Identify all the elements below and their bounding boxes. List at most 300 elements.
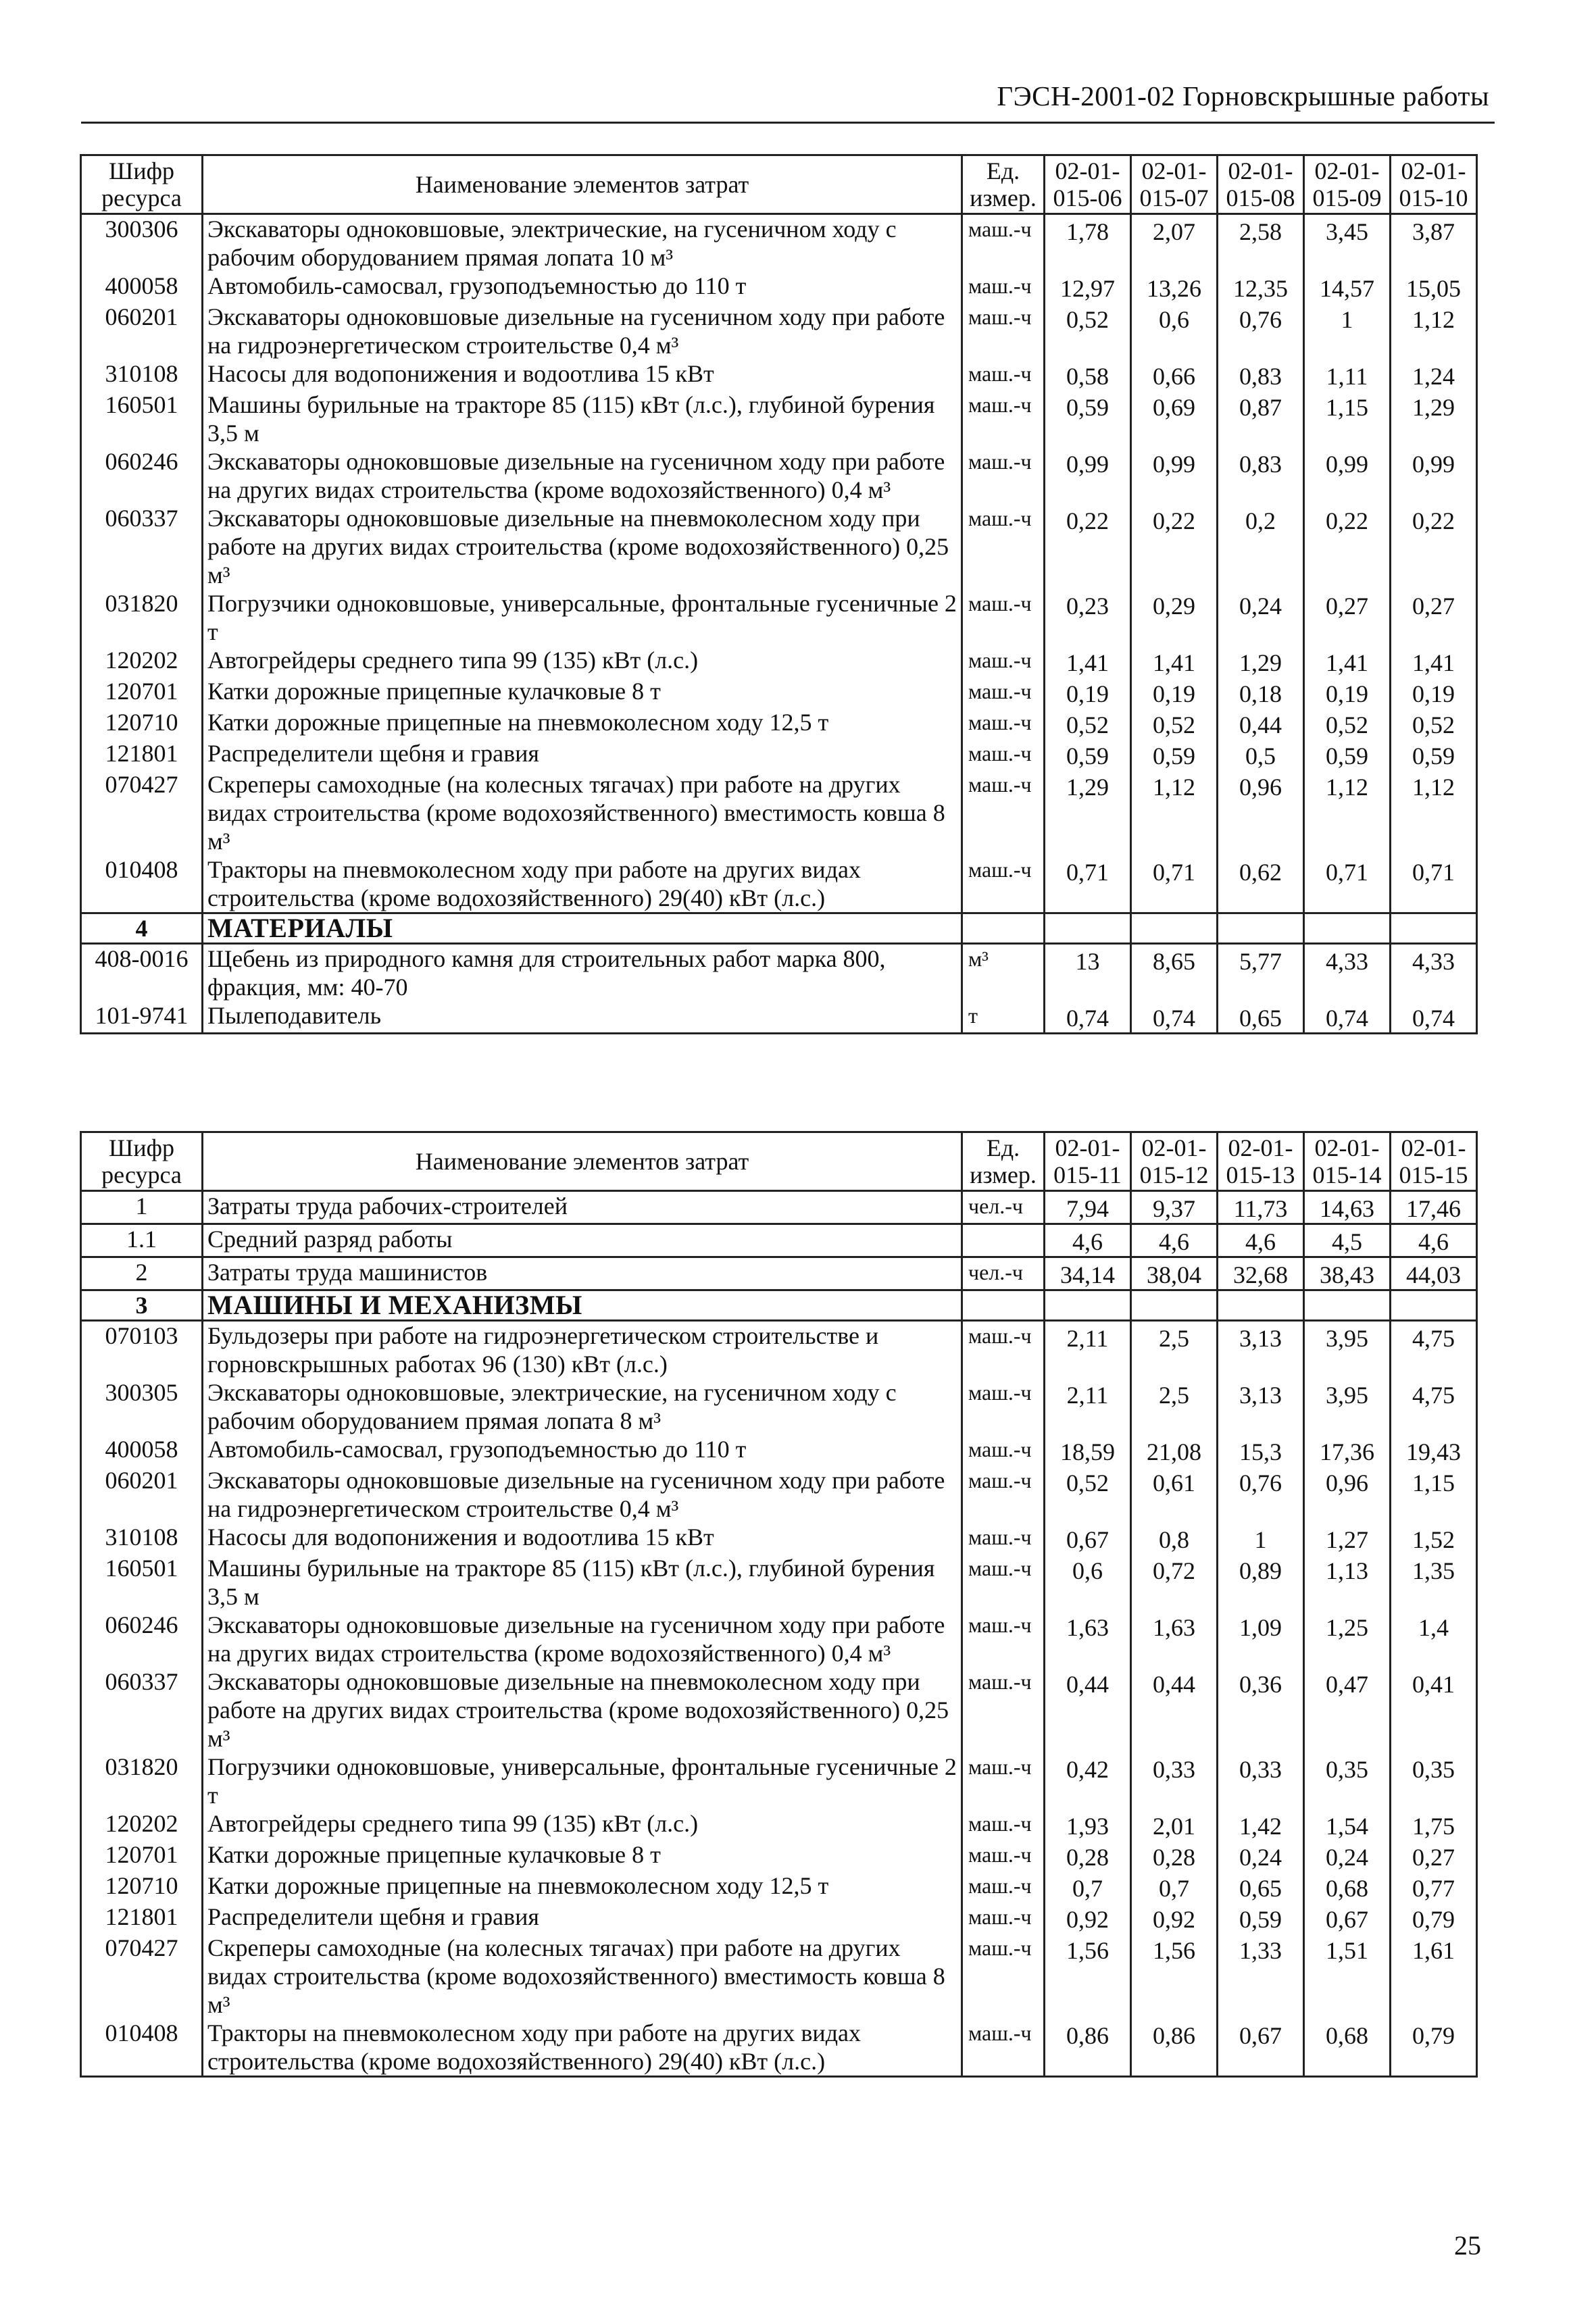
norm-value: 1,29 xyxy=(1391,391,1477,447)
element-name: Автомобиль-самосвал, грузоподъемностью до 110 т xyxy=(203,1435,962,1466)
norm-value: 13,26 xyxy=(1131,272,1218,303)
table-row xyxy=(81,739,1477,770)
norm-value: 7,94 xyxy=(1045,1191,1131,1224)
norm-value: 15,05 xyxy=(1391,272,1477,303)
table-row xyxy=(81,447,1477,504)
norm-value xyxy=(1304,1290,1391,1321)
header-col: 02-01-015-14 xyxy=(1304,1132,1391,1191)
element-name: Распределители щебня и гравия xyxy=(203,1903,962,1934)
norm-value: 0,66 xyxy=(1131,359,1218,391)
table-row xyxy=(81,2019,1477,2077)
norm-value: 2,11 xyxy=(1045,1378,1131,1435)
norm-value: 0,24 xyxy=(1218,1840,1304,1871)
norm-value: 0,67 xyxy=(1304,1903,1391,1934)
norm-value: 0,44 xyxy=(1131,1667,1218,1753)
unit-of-measure: маш.-ч xyxy=(962,1435,1045,1466)
norm-value xyxy=(1131,913,1218,944)
norm-value: 0,35 xyxy=(1391,1753,1477,1809)
table-body xyxy=(81,214,1477,1034)
norm-value: 0,68 xyxy=(1304,1871,1391,1903)
norm-value: 3,13 xyxy=(1218,1321,1304,1379)
resource-code: 2 xyxy=(81,1257,203,1290)
section-row xyxy=(81,913,1477,944)
norm-value: 38,43 xyxy=(1304,1257,1391,1290)
norm-value: 1,63 xyxy=(1131,1611,1218,1667)
norm-value: 0,74 xyxy=(1391,1001,1477,1034)
table-row xyxy=(81,855,1477,913)
norm-value: 0,6 xyxy=(1045,1554,1131,1611)
table-row xyxy=(81,1523,1477,1554)
table-row xyxy=(81,1257,1477,1290)
resource-code: 070427 xyxy=(81,1934,203,2019)
norm-value: 0,59 xyxy=(1304,739,1391,770)
table-row xyxy=(81,1667,1477,1753)
norm-value: 13 xyxy=(1045,944,1131,1002)
header-col: 02-01-015-12 xyxy=(1131,1132,1218,1191)
norm-value: 1,51 xyxy=(1304,1934,1391,2019)
resource-code: 121801 xyxy=(81,1903,203,1934)
norm-value: 0,69 xyxy=(1131,391,1218,447)
norm-value xyxy=(1131,1290,1218,1321)
element-name: Тракторы на пневмоколесном ходу при работе на других видах строительства (кроме водохозяйственного) 29(40) кВт (л.с.) xyxy=(203,2019,962,2077)
unit-of-measure: маш.-ч xyxy=(962,1753,1045,1809)
unit-of-measure: маш.-ч xyxy=(962,447,1045,504)
table-row xyxy=(81,303,1477,359)
norm-value: 0,76 xyxy=(1218,1466,1304,1523)
norm-value: 1,54 xyxy=(1304,1809,1391,1840)
table-row xyxy=(81,1466,1477,1523)
norm-value: 0,99 xyxy=(1391,447,1477,504)
element-name: Экскаваторы одноковшовые дизельные на гусеничном ходу при работе на гидроэнергетическом строительстве 0,4 м³ xyxy=(203,303,962,359)
header-name: Наименование элементов затрат xyxy=(203,1132,962,1191)
unit-of-measure xyxy=(962,1224,1045,1257)
unit-of-measure: чел.-ч xyxy=(962,1191,1045,1224)
norm-value: 0,27 xyxy=(1391,1840,1477,1871)
norm-value: 0,18 xyxy=(1218,677,1304,708)
norm-value: 3,45 xyxy=(1304,214,1391,272)
resource-code: 120701 xyxy=(81,677,203,708)
element-name: Катки дорожные прицепные на пневмоколесном ходу 12,5 т xyxy=(203,708,962,739)
resource-code: 400058 xyxy=(81,272,203,303)
norm-value: 0,99 xyxy=(1045,447,1131,504)
norm-value: 19,43 xyxy=(1391,1435,1477,1466)
norm-value xyxy=(1045,913,1131,944)
norm-value: 17,46 xyxy=(1391,1191,1477,1224)
norm-value: 5,77 xyxy=(1218,944,1304,1002)
element-name: Тракторы на пневмоколесном ходу при работе на других видах строительства (кроме водохозяйственного) 29(40) кВт (л.с.) xyxy=(203,855,962,913)
norm-value: 0,86 xyxy=(1131,2019,1218,2077)
element-name: Затраты труда машинистов xyxy=(203,1257,962,1290)
norm-value: 0,41 xyxy=(1391,1667,1477,1753)
norm-value: 0,58 xyxy=(1045,359,1131,391)
norm-value: 12,97 xyxy=(1045,272,1131,303)
table-row xyxy=(81,677,1477,708)
unit-of-measure: маш.-ч xyxy=(962,646,1045,677)
norm-value: 1,09 xyxy=(1218,1611,1304,1667)
element-name: Автогрейдеры среднего типа 99 (135) кВт (л.с.) xyxy=(203,646,962,677)
norm-value: 3,87 xyxy=(1391,214,1477,272)
norm-value: 1,12 xyxy=(1131,770,1218,855)
resource-code: 101-9741 xyxy=(81,1001,203,1034)
element-name: Распределители щебня и гравия xyxy=(203,739,962,770)
unit-of-measure: маш.-ч xyxy=(962,359,1045,391)
unit-of-measure xyxy=(962,913,1045,944)
norm-value: 2,5 xyxy=(1131,1321,1218,1379)
norm-value: 1,29 xyxy=(1218,646,1304,677)
resource-code: 4 xyxy=(81,913,203,944)
norm-value: 0,96 xyxy=(1304,1466,1391,1523)
norm-value: 0,74 xyxy=(1304,1001,1391,1034)
table-body xyxy=(81,1191,1477,2077)
norm-value: 0,52 xyxy=(1304,708,1391,739)
norm-value: 2,01 xyxy=(1131,1809,1218,1840)
element-name: Экскаваторы одноковшовые дизельные на пневмоколесном ходу при работе на других видах строительства (кроме водохозяйственного) 0,25 м³ xyxy=(203,1667,962,1753)
norm-value: 0,59 xyxy=(1045,391,1131,447)
table-row xyxy=(81,708,1477,739)
norm-value: 32,68 xyxy=(1218,1257,1304,1290)
header-col: 02-01-015-11 xyxy=(1045,1132,1131,1191)
table-row xyxy=(81,1001,1477,1034)
norm-value: 0,27 xyxy=(1304,589,1391,646)
unit-of-measure: маш.-ч xyxy=(962,504,1045,589)
norm-value: 0,71 xyxy=(1304,855,1391,913)
norm-value: 1,27 xyxy=(1304,1523,1391,1554)
unit-of-measure: маш.-ч xyxy=(962,1903,1045,1934)
header-unit: Ед. измер. xyxy=(962,1132,1045,1191)
norm-value: 1,15 xyxy=(1304,391,1391,447)
element-name: Средний разряд работы xyxy=(203,1224,962,1257)
element-name: Насосы для водопонижения и водоотлива 15 кВт xyxy=(203,1523,962,1554)
norm-value: 0,83 xyxy=(1218,359,1304,391)
norm-value: 1 xyxy=(1218,1523,1304,1554)
unit-of-measure: маш.-ч xyxy=(962,391,1045,447)
norm-value: 4,33 xyxy=(1304,944,1391,1002)
header-col: 02-01-015-09 xyxy=(1304,155,1391,214)
norm-value: 8,65 xyxy=(1131,944,1218,1002)
header-col: 02-01-015-10 xyxy=(1391,155,1477,214)
norm-value: 44,03 xyxy=(1391,1257,1477,1290)
unit-of-measure: маш.-ч xyxy=(962,677,1045,708)
norm-value: 1,25 xyxy=(1304,1611,1391,1667)
norm-value: 0,6 xyxy=(1131,303,1218,359)
table-row xyxy=(81,504,1477,589)
norm-value: 0,33 xyxy=(1218,1753,1304,1809)
element-name: Автомобиль-самосвал, грузоподъемностью до 110 т xyxy=(203,272,962,303)
table-row xyxy=(81,1224,1477,1257)
norm-value: 12,35 xyxy=(1218,272,1304,303)
table-row xyxy=(81,1554,1477,1611)
element-name: Катки дорожные прицепные кулачковые 8 т xyxy=(203,677,962,708)
unit-of-measure: т xyxy=(962,1001,1045,1034)
norm-value: 0,74 xyxy=(1045,1001,1131,1034)
norm-value: 1,33 xyxy=(1218,1934,1304,2019)
table-row xyxy=(81,214,1477,272)
resource-table-2 xyxy=(80,1131,1478,2078)
norm-value: 1,56 xyxy=(1045,1934,1131,2019)
header-name: Наименование элементов затрат xyxy=(203,155,962,214)
unit-of-measure: маш.-ч xyxy=(962,1840,1045,1871)
norm-value: 0,8 xyxy=(1131,1523,1218,1554)
norm-value: 1,41 xyxy=(1131,646,1218,677)
norm-value: 0,71 xyxy=(1131,855,1218,913)
table-header-row xyxy=(81,1132,1477,1191)
resource-code: 070103 xyxy=(81,1321,203,1379)
norm-value xyxy=(1045,1290,1131,1321)
table-row xyxy=(81,1378,1477,1435)
norm-value: 0,71 xyxy=(1391,855,1477,913)
norm-value: 0,52 xyxy=(1391,708,1477,739)
resource-code: 010408 xyxy=(81,2019,203,2077)
norm-value: 1,35 xyxy=(1391,1554,1477,1611)
header-code: Шифр ресурса xyxy=(81,1132,203,1191)
norm-value: 0,52 xyxy=(1045,303,1131,359)
norm-value: 1,52 xyxy=(1391,1523,1477,1554)
norm-value: 0,61 xyxy=(1131,1466,1218,1523)
norm-value: 0,42 xyxy=(1045,1753,1131,1809)
norm-value: 0,86 xyxy=(1045,2019,1131,2077)
norm-value: 4,6 xyxy=(1045,1224,1131,1257)
norm-value xyxy=(1218,1290,1304,1321)
element-name: Экскаваторы одноковшовые дизельные на гусеничном ходу при работе на других видах строительства (кроме водохозяйственного) 0,4 м³ xyxy=(203,1611,962,1667)
unit-of-measure: маш.-ч xyxy=(962,272,1045,303)
norm-value: 0,79 xyxy=(1391,2019,1477,2077)
resource-code: 120202 xyxy=(81,646,203,677)
table-row xyxy=(81,1809,1477,1840)
norm-value: 0,83 xyxy=(1218,447,1304,504)
norm-value: 0,67 xyxy=(1045,1523,1131,1554)
element-name: Экскаваторы одноковшовые, электрические, на гусеничном ходу с рабочим оборудованием прямая лопата 8 м³ xyxy=(203,1378,962,1435)
table-row xyxy=(81,1840,1477,1871)
element-name: Машины бурильные на тракторе 85 (115) кВт (л.с.), глубиной бурения 3,5 м xyxy=(203,391,962,447)
norm-value: 3,13 xyxy=(1218,1378,1304,1435)
norm-value xyxy=(1391,1290,1477,1321)
element-name: Экскаваторы одноковшовые, электрические, на гусеничном ходу с рабочим оборудованием прямая лопата 10 м³ xyxy=(203,214,962,272)
norm-value: 1,4 xyxy=(1391,1611,1477,1667)
unit-of-measure: м³ xyxy=(962,944,1045,1002)
element-name: Бульдозеры при работе на гидроэнергетическом строительстве и горновскрышных работах 96 (130) кВт (л.с.) xyxy=(203,1321,962,1379)
resource-code: 400058 xyxy=(81,1435,203,1466)
norm-value: 1,41 xyxy=(1391,646,1477,677)
element-name: МАШИНЫ И МЕХАНИЗМЫ xyxy=(203,1290,962,1321)
norm-value: 1,61 xyxy=(1391,1934,1477,2019)
resource-code: 120701 xyxy=(81,1840,203,1871)
norm-value: 9,37 xyxy=(1131,1191,1218,1224)
table-row xyxy=(81,1753,1477,1809)
norm-value: 0,72 xyxy=(1131,1554,1218,1611)
table-row xyxy=(81,1934,1477,2019)
resource-code: 300306 xyxy=(81,214,203,272)
element-name: Пылеподавитель xyxy=(203,1001,962,1034)
unit-of-measure: маш.-ч xyxy=(962,2019,1045,2077)
norm-value: 1,78 xyxy=(1045,214,1131,272)
norm-value: 0,19 xyxy=(1391,677,1477,708)
norm-value: 1,12 xyxy=(1391,770,1477,855)
norm-value: 0,74 xyxy=(1131,1001,1218,1034)
unit-of-measure: маш.-ч xyxy=(962,1667,1045,1753)
resource-code: 300305 xyxy=(81,1378,203,1435)
norm-value: 0,47 xyxy=(1304,1667,1391,1753)
header-code: Шифр ресурса xyxy=(81,155,203,214)
resource-code: 120710 xyxy=(81,708,203,739)
norm-value: 0,24 xyxy=(1218,589,1304,646)
norm-value: 1,63 xyxy=(1045,1611,1131,1667)
norm-value: 0,71 xyxy=(1045,855,1131,913)
norm-value: 0,65 xyxy=(1218,1871,1304,1903)
norm-value: 0,65 xyxy=(1218,1001,1304,1034)
unit-of-measure: маш.-ч xyxy=(962,855,1045,913)
table-row xyxy=(81,944,1477,1002)
norm-value: 0,77 xyxy=(1391,1871,1477,1903)
norm-value: 1,11 xyxy=(1304,359,1391,391)
resource-code: 010408 xyxy=(81,855,203,913)
page-header xyxy=(81,74,1495,124)
norm-value: 0,52 xyxy=(1131,708,1218,739)
resource-code: 120710 xyxy=(81,1871,203,1903)
norm-value: 2,58 xyxy=(1218,214,1304,272)
norm-value: 0,22 xyxy=(1304,504,1391,589)
norm-value: 0,52 xyxy=(1045,1466,1131,1523)
norm-value: 0,79 xyxy=(1391,1903,1477,1934)
table-row xyxy=(81,1871,1477,1903)
norm-value: 38,04 xyxy=(1131,1257,1218,1290)
resource-code: 121801 xyxy=(81,739,203,770)
norm-value: 14,63 xyxy=(1304,1191,1391,1224)
element-name: Погрузчики одноковшовые, универсальные, фронтальные гусеничные 2 т xyxy=(203,589,962,646)
norm-value: 11,73 xyxy=(1218,1191,1304,1224)
norm-value: 34,14 xyxy=(1045,1257,1131,1290)
page-number: 25 xyxy=(1454,2230,1481,2261)
unit-of-measure: маш.-ч xyxy=(962,589,1045,646)
norm-value: 0,76 xyxy=(1218,303,1304,359)
element-name: Затраты труда рабочих-строителей xyxy=(203,1191,962,1224)
norm-value: 3,95 xyxy=(1304,1378,1391,1435)
element-name: Машины бурильные на тракторе 85 (115) кВт (л.с.), глубиной бурения 3,5 м xyxy=(203,1554,962,1611)
norm-value: 4,75 xyxy=(1391,1321,1477,1379)
header-col: 02-01-015-08 xyxy=(1218,155,1304,214)
norm-value: 2,11 xyxy=(1045,1321,1131,1379)
table-row xyxy=(81,1435,1477,1466)
unit-of-measure: маш.-ч xyxy=(962,1466,1045,1523)
norm-value xyxy=(1304,913,1391,944)
unit-of-measure: маш.-ч xyxy=(962,1934,1045,2019)
page-header-title: ГЭСН-2001-02 Горновскрышные работы xyxy=(997,80,1489,111)
norm-value: 0,5 xyxy=(1218,739,1304,770)
norm-value: 0,19 xyxy=(1131,677,1218,708)
norm-value xyxy=(1218,913,1304,944)
norm-value: 4,6 xyxy=(1131,1224,1218,1257)
unit-of-measure: маш.-ч xyxy=(962,1809,1045,1840)
unit-of-measure: маш.-ч xyxy=(962,1523,1045,1554)
norm-value: 0,92 xyxy=(1045,1903,1131,1934)
norm-value: 0,59 xyxy=(1218,1903,1304,1934)
resource-code: 310108 xyxy=(81,359,203,391)
table-header-row xyxy=(81,155,1477,214)
header-col: 02-01-015-07 xyxy=(1131,155,1218,214)
unit-of-measure: маш.-ч xyxy=(962,1554,1045,1611)
norm-value: 0,59 xyxy=(1131,739,1218,770)
header-col: 02-01-015-15 xyxy=(1391,1132,1477,1191)
norm-value: 0,28 xyxy=(1045,1840,1131,1871)
element-name: Катки дорожные прицепные кулачковые 8 т xyxy=(203,1840,962,1871)
table-row xyxy=(81,1611,1477,1667)
resource-code: 060246 xyxy=(81,1611,203,1667)
resource-code: 310108 xyxy=(81,1523,203,1554)
norm-value: 17,36 xyxy=(1304,1435,1391,1466)
norm-value: 0,96 xyxy=(1218,770,1304,855)
norm-value xyxy=(1391,913,1477,944)
norm-value: 1,13 xyxy=(1304,1554,1391,1611)
norm-value: 1,93 xyxy=(1045,1809,1131,1840)
element-name: Экскаваторы одноковшовые дизельные на гусеничном ходу при работе на гидроэнергетическом строительстве 0,4 м³ xyxy=(203,1466,962,1523)
norm-value: 1,56 xyxy=(1131,1934,1218,2019)
unit-of-measure: маш.-ч xyxy=(962,303,1045,359)
norm-value: 0,27 xyxy=(1391,589,1477,646)
norm-value: 4,6 xyxy=(1218,1224,1304,1257)
unit-of-measure: маш.-ч xyxy=(962,1378,1045,1435)
unit-of-measure: маш.-ч xyxy=(962,708,1045,739)
resource-code: 060201 xyxy=(81,1466,203,1523)
norm-value: 4,75 xyxy=(1391,1378,1477,1435)
norm-value: 1,41 xyxy=(1304,646,1391,677)
table-row xyxy=(81,770,1477,855)
norm-value: 0,33 xyxy=(1131,1753,1218,1809)
norm-value: 0,99 xyxy=(1304,447,1391,504)
resource-code: 3 xyxy=(81,1290,203,1321)
norm-value: 18,59 xyxy=(1045,1435,1131,1466)
element-name: Автогрейдеры среднего типа 99 (135) кВт (л.с.) xyxy=(203,1809,962,1840)
resource-code: 060246 xyxy=(81,447,203,504)
unit-of-measure: маш.-ч xyxy=(962,1871,1045,1903)
norm-value: 0,62 xyxy=(1218,855,1304,913)
element-name: Экскаваторы одноковшовые дизельные на пневмоколесном ходу при работе на других видах строительства (кроме водохозяйственного) 0,25 м³ xyxy=(203,504,962,589)
norm-value: 4,6 xyxy=(1391,1224,1477,1257)
norm-value: 0,89 xyxy=(1218,1554,1304,1611)
norm-value: 1,42 xyxy=(1218,1809,1304,1840)
resource-code: 160501 xyxy=(81,1554,203,1611)
norm-value: 1,29 xyxy=(1045,770,1131,855)
resource-code: 060337 xyxy=(81,1667,203,1753)
norm-value: 1,41 xyxy=(1045,646,1131,677)
resource-code: 060201 xyxy=(81,303,203,359)
element-name: Щебень из природного камня для строительных работ марка 800, фракция, мм: 40-70 xyxy=(203,944,962,1002)
norm-value: 15,3 xyxy=(1218,1435,1304,1466)
norm-value: 1,24 xyxy=(1391,359,1477,391)
resource-code: 120202 xyxy=(81,1809,203,1840)
norm-value: 0,87 xyxy=(1218,391,1304,447)
table-row xyxy=(81,1321,1477,1379)
norm-value: 0,2 xyxy=(1218,504,1304,589)
norm-value: 1 xyxy=(1304,303,1391,359)
element-name: Скреперы самоходные (на колесных тягачах) при работе на других видах строительства (кроме водохозяйственного) вместимость ковша 8 м³ xyxy=(203,1934,962,2019)
norm-value: 2,07 xyxy=(1131,214,1218,272)
table-row xyxy=(81,1903,1477,1934)
norm-value: 0,23 xyxy=(1045,589,1131,646)
table-row xyxy=(81,272,1477,303)
unit-of-measure: маш.-ч xyxy=(962,214,1045,272)
norm-value: 0,29 xyxy=(1131,589,1218,646)
element-name: Скреперы самоходные (на колесных тягачах) при работе на других видах строительства (кроме водохозяйственного) вместимость ковша 8 м³ xyxy=(203,770,962,855)
unit-of-measure: маш.-ч xyxy=(962,1611,1045,1667)
table-row xyxy=(81,589,1477,646)
resource-code: 160501 xyxy=(81,391,203,447)
norm-value: 0,68 xyxy=(1304,2019,1391,2077)
resource-code: 070427 xyxy=(81,770,203,855)
norm-value: 0,24 xyxy=(1304,1840,1391,1871)
norm-value: 0,92 xyxy=(1131,1903,1218,1934)
norm-value: 0,19 xyxy=(1304,677,1391,708)
resource-table-1 xyxy=(80,154,1478,1034)
norm-value: 1,12 xyxy=(1391,303,1477,359)
